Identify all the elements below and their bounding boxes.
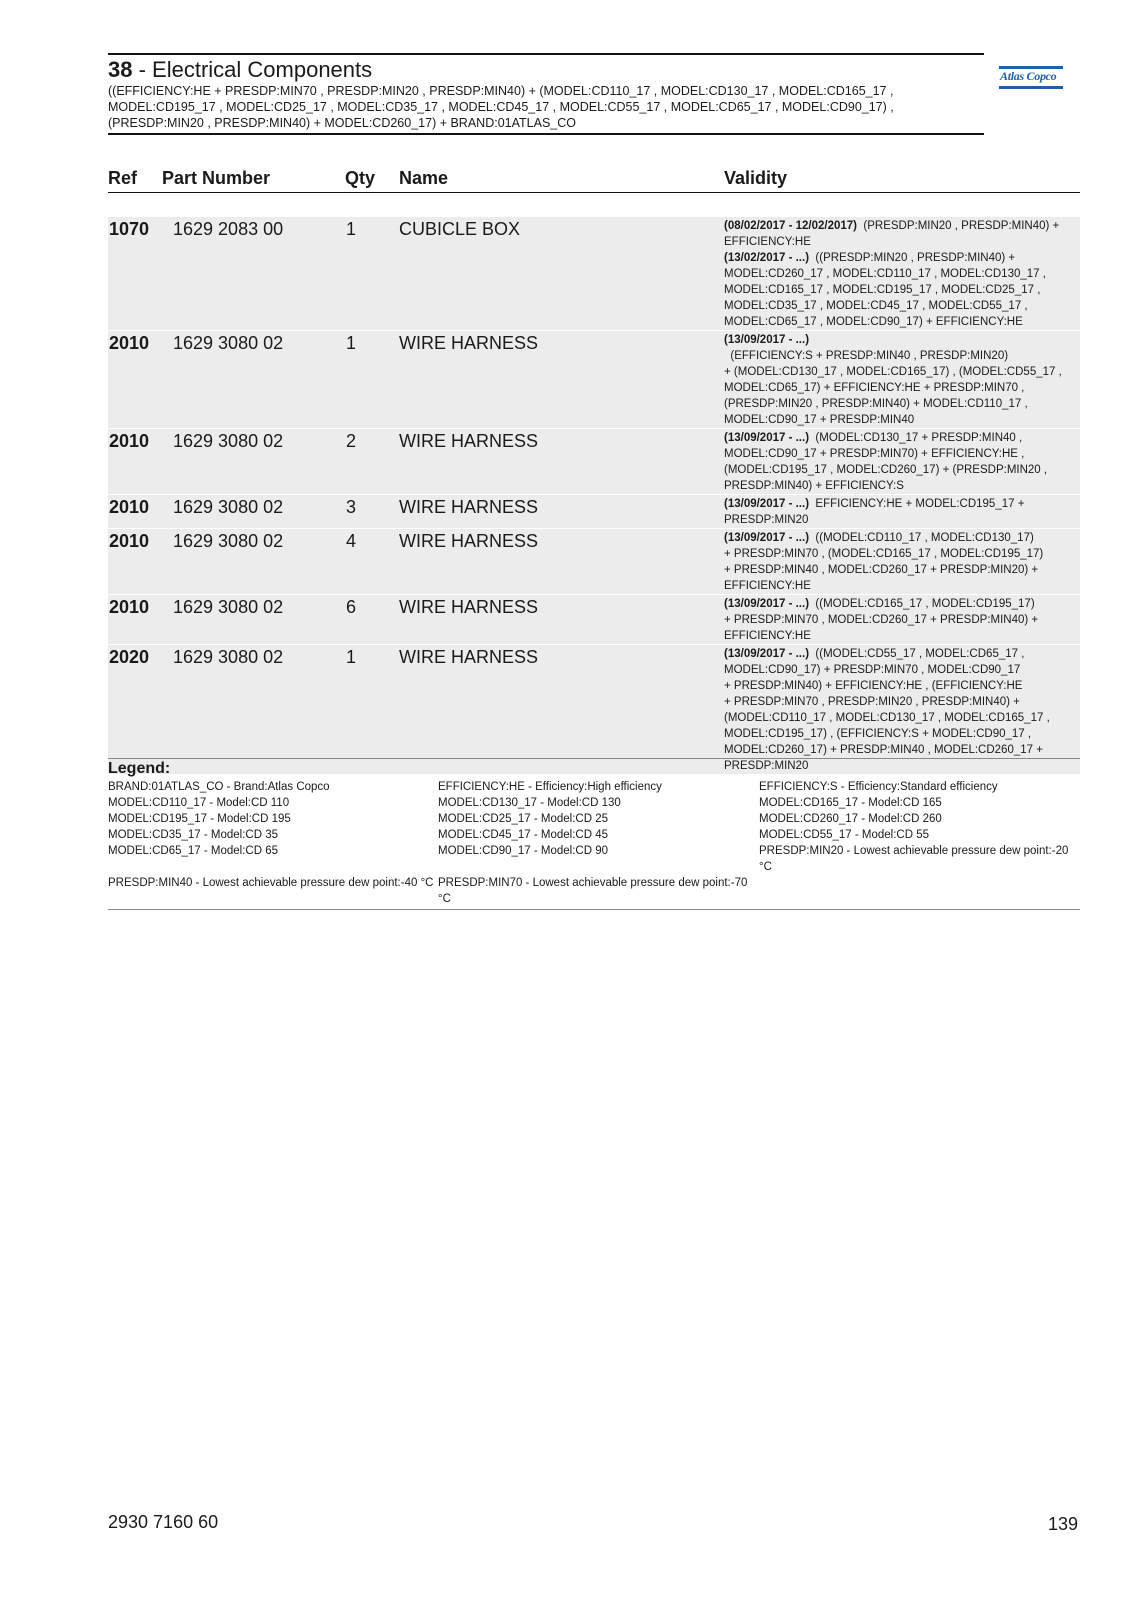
row-validity <box>724 331 1080 428</box>
section-title <box>108 57 984 83</box>
row-ref: 2020 <box>109 647 150 667</box>
row-qty: 2 <box>346 431 357 451</box>
legend-item: MODEL:CD35_17 - Model:CD 35 <box>108 829 279 841</box>
row-name: WIRE HARNESS <box>399 497 539 517</box>
validity-date-range: (08/02/2017 - 12/02/2017) <box>724 220 857 232</box>
legend-item: EFFICIENCY:HE - Efficiency:High efficiency <box>438 781 662 793</box>
legend-item: MODEL:CD165_17 - Model:CD 165 <box>759 797 942 809</box>
validity-text: MODEL:CD260_17) + PRESDP:MIN40 , MODEL:CD260_17 + <box>724 744 1043 756</box>
row-ref: 2010 <box>109 431 150 451</box>
table-row <box>108 495 1080 529</box>
row-qty: 6 <box>346 597 357 617</box>
row-ref: 2010 <box>109 333 150 353</box>
legend-item: MODEL:CD90_17 - Model:CD 90 <box>438 845 609 857</box>
validity-line <box>724 596 1078 612</box>
validity-text: ((MODEL:CD55_17 , MODEL:CD65_17 , <box>809 648 1025 660</box>
table-row <box>108 429 1080 495</box>
validity-text: + PRESDP:MIN40) + EFFICIENCY:HE , (EFFICIENCY:HE <box>724 680 1023 692</box>
section-applicability <box>108 83 984 131</box>
validity-line <box>724 694 1078 710</box>
validity-text: MODEL:CD65_17) + EFFICIENCY:HE + PRESDP:MIN70 , <box>724 382 1025 394</box>
validity-text: ((MODEL:CD165_17 , MODEL:CD195_17) <box>809 598 1035 610</box>
validity-line <box>724 396 1078 412</box>
row-name: WIRE HARNESS <box>399 647 539 667</box>
row-qty: 1 <box>346 333 357 353</box>
validity-line <box>724 546 1078 562</box>
applicability-line: (PRESDP:MIN20 , PRESDP:MIN40) + MODEL:CD260_17) + BRAND:01ATLAS_CO <box>108 116 576 130</box>
validity-text: (MODEL:CD110_17 , MODEL:CD130_17 , MODEL:CD165_17 , <box>724 712 1050 724</box>
validity-line <box>724 612 1078 628</box>
validity-line <box>724 628 1078 644</box>
row-name: WIRE HARNESS <box>399 333 539 353</box>
validity-text: PRESDP:MIN40) + EFFICIENCY:S <box>724 480 904 492</box>
section-number: 38 <box>108 57 133 82</box>
validity-text: MODEL:CD90_17 + PRESDP:MIN40 <box>724 414 915 426</box>
legend <box>108 758 1080 910</box>
validity-text: (MODEL:CD130_17 + PRESDP:MIN40 , <box>809 432 1023 444</box>
validity-line <box>724 646 1078 662</box>
row-name: WIRE HARNESS <box>399 597 539 617</box>
legend-item: MODEL:CD55_17 - Model:CD 55 <box>759 829 930 841</box>
legend-item: PRESDP:MIN20 - Lowest achievable pressure dew point:-20 °C <box>759 845 1069 873</box>
validity-text: MODEL:CD90_17) + PRESDP:MIN70 , MODEL:CD90_17 <box>724 664 1021 676</box>
validity-text: (MODEL:CD195_17 , MODEL:CD260_17) + (PRESDP:MIN20 , <box>724 464 1048 476</box>
validity-date-range: (13/09/2017 - ...) <box>724 532 810 544</box>
section-title-text: - Electrical Components <box>132 57 373 82</box>
row-part-number: 1629 3080 02 <box>173 431 284 451</box>
validity-line <box>724 678 1078 694</box>
validity-line <box>724 446 1078 462</box>
validity-line <box>724 462 1078 478</box>
row-validity <box>724 429 1080 494</box>
legend-title: Legend: <box>108 760 171 777</box>
row-ref: 2010 <box>109 597 150 617</box>
row-validity <box>724 495 1080 528</box>
validity-date-range: (13/09/2017 - ...) <box>724 648 810 660</box>
validity-text: MODEL:CD90_17 + PRESDP:MIN70) + EFFICIENCY:HE , <box>724 448 1025 460</box>
validity-line <box>724 298 1078 314</box>
validity-text: + PRESDP:MIN70 , (MODEL:CD165_17 , MODEL:CD195_17) <box>724 548 1044 560</box>
validity-text: ((PRESDP:MIN20 , PRESDP:MIN40) + <box>809 252 1016 264</box>
validity-text: MODEL:CD260_17 , MODEL:CD110_17 , MODEL:CD130_17 , <box>724 268 1046 280</box>
validity-line <box>724 710 1078 726</box>
row-part-number: 1629 3080 02 <box>173 647 284 667</box>
validity-line <box>724 218 1078 234</box>
validity-line <box>724 726 1078 742</box>
table-row <box>108 645 1080 775</box>
validity-date-range: (13/09/2017 - ...) <box>724 598 810 610</box>
row-ref: 1070 <box>109 219 150 239</box>
col-part-number: Part Number <box>162 168 271 188</box>
row-validity <box>724 529 1080 594</box>
validity-line <box>724 332 1078 364</box>
legend-item: MODEL:CD130_17 - Model:CD 130 <box>438 797 621 809</box>
row-part-number: 1629 3080 02 <box>173 333 284 353</box>
row-name: WIRE HARNESS <box>399 531 539 551</box>
validity-line <box>724 742 1078 758</box>
validity-text: MODEL:CD35_17 , MODEL:CD45_17 , MODEL:CD55_17 , <box>724 300 1028 312</box>
logo-bar-bottom <box>999 86 1063 89</box>
validity-line <box>724 578 1078 594</box>
legend-item: PRESDP:MIN40 - Lowest achievable pressure dew point:-40 °C <box>108 877 434 889</box>
table-row <box>108 595 1080 645</box>
legend-item: EFFICIENCY:S - Efficiency:Standard efficiency <box>759 781 998 793</box>
row-ref: 2010 <box>109 531 150 551</box>
validity-text: (EFFICIENCY:S + PRESDP:MIN40 , PRESDP:MIN20) <box>724 350 1009 362</box>
validity-line <box>724 314 1078 330</box>
row-qty: 3 <box>346 497 357 517</box>
validity-text: MODEL:CD65_17 , MODEL:CD90_17) + EFFICIENCY:HE <box>724 316 1023 328</box>
validity-line <box>724 380 1078 396</box>
row-part-number: 1629 3080 02 <box>173 597 284 617</box>
col-validity: Validity <box>724 168 788 188</box>
validity-text: ((MODEL:CD110_17 , MODEL:CD130_17) <box>809 532 1034 544</box>
validity-text: EFFICIENCY:HE + MODEL:CD195_17 + <box>809 498 1025 510</box>
validity-text: MODEL:CD195_17) , (EFFICIENCY:S + MODEL:CD90_17 , <box>724 728 1032 740</box>
validity-text: EFFICIENCY:HE <box>724 236 811 248</box>
atlas-copco-logo <box>999 66 1063 94</box>
validity-line <box>724 234 1078 250</box>
validity-line <box>724 496 1078 512</box>
legend-grid <box>108 779 1080 907</box>
validity-line <box>724 412 1078 428</box>
row-qty: 4 <box>346 531 357 551</box>
row-part-number: 1629 3080 02 <box>173 531 284 551</box>
col-name: Name <box>399 168 449 188</box>
validity-date-range: (13/09/2017 - ...) <box>724 334 810 346</box>
validity-text: EFFICIENCY:HE <box>724 580 811 592</box>
validity-line <box>724 512 1078 528</box>
applicability-line: ((EFFICIENCY:HE + PRESDP:MIN70 , PRESDP:MIN20 , PRESDP:MIN40) + (MODEL:CD110_17 , MODEL:CD130_17 , MODEL:CD165_17 , <box>108 84 894 98</box>
validity-text: MODEL:CD165_17 , MODEL:CD195_17 , MODEL:CD25_17 , <box>724 284 1041 296</box>
legend-item: MODEL:CD65_17 - Model:CD 65 <box>108 845 279 857</box>
legend-item: MODEL:CD110_17 - Model:CD 110 <box>108 797 290 809</box>
page-header <box>108 53 984 135</box>
table-header <box>108 166 1080 193</box>
validity-date-range: (13/09/2017 - ...) <box>724 498 810 510</box>
row-validity <box>724 645 1080 774</box>
legend-item: MODEL:CD260_17 - Model:CD 260 <box>759 813 942 825</box>
validity-text: + PRESDP:MIN40 , MODEL:CD260_17 + PRESDP:MIN20) + <box>724 564 1039 576</box>
row-ref: 2010 <box>109 497 150 517</box>
validity-line <box>724 250 1078 266</box>
validity-line <box>724 266 1078 282</box>
row-part-number: 1629 3080 02 <box>173 497 284 517</box>
validity-text: (PRESDP:MIN20 , PRESDP:MIN40) + MODEL:CD110_17 , <box>724 398 1028 410</box>
validity-text: EFFICIENCY:HE <box>724 630 811 642</box>
table-row <box>108 217 1080 331</box>
table-row <box>108 331 1080 429</box>
page-number: 139 <box>1048 1514 1079 1534</box>
legend-item: PRESDP:MIN70 - Lowest achievable pressure dew point:-70 °C <box>438 877 748 905</box>
legend-item: MODEL:CD25_17 - Model:CD 25 <box>438 813 609 825</box>
validity-line <box>724 530 1078 546</box>
row-name: WIRE HARNESS <box>399 431 539 451</box>
validity-line <box>724 478 1078 494</box>
validity-text: PRESDP:MIN20 <box>724 760 809 772</box>
row-qty: 1 <box>346 219 357 239</box>
validity-date-range: (13/09/2017 - ...) <box>724 432 810 444</box>
row-validity <box>724 217 1080 330</box>
validity-line <box>724 430 1078 446</box>
col-qty: Qty <box>345 168 376 188</box>
parts-table <box>108 217 1080 775</box>
validity-line <box>724 364 1078 380</box>
row-validity <box>724 595 1080 644</box>
applicability-line: MODEL:CD195_17 , MODEL:CD25_17 , MODEL:CD35_17 , MODEL:CD45_17 , MODEL:CD55_17 , MODEL:CD65_17 , MODEL:CD90_17) , <box>108 100 894 114</box>
logo-wordmark: Atlas Copco <box>1000 69 1057 83</box>
validity-text: + (MODEL:CD130_17 , MODEL:CD165_17) , (MODEL:CD55_17 , <box>724 366 1062 378</box>
legend-item: MODEL:CD45_17 - Model:CD 45 <box>438 829 609 841</box>
document-number: 2930 7160 60 <box>108 1512 219 1532</box>
row-qty: 1 <box>346 647 357 667</box>
row-name: CUBICLE BOX <box>399 219 521 239</box>
validity-line <box>724 282 1078 298</box>
legend-item: BRAND:01ATLAS_CO - Brand:Atlas Copco <box>108 781 330 793</box>
legend-item: MODEL:CD195_17 - Model:CD 195 <box>108 813 291 825</box>
table-row <box>108 529 1080 595</box>
validity-line <box>724 662 1078 678</box>
validity-date-range: (13/02/2017 - ...) <box>724 252 810 264</box>
row-part-number: 1629 2083 00 <box>173 219 284 239</box>
validity-text: (PRESDP:MIN20 , PRESDP:MIN40) + <box>857 220 1060 232</box>
col-ref: Ref <box>108 168 138 188</box>
validity-line <box>724 562 1078 578</box>
validity-text: + PRESDP:MIN70 , MODEL:CD260_17 + PRESDP:MIN40) + <box>724 614 1039 626</box>
validity-text: PRESDP:MIN20 <box>724 514 809 526</box>
validity-text: + PRESDP:MIN70 , PRESDP:MIN20 , PRESDP:MIN40) + <box>724 696 1020 708</box>
